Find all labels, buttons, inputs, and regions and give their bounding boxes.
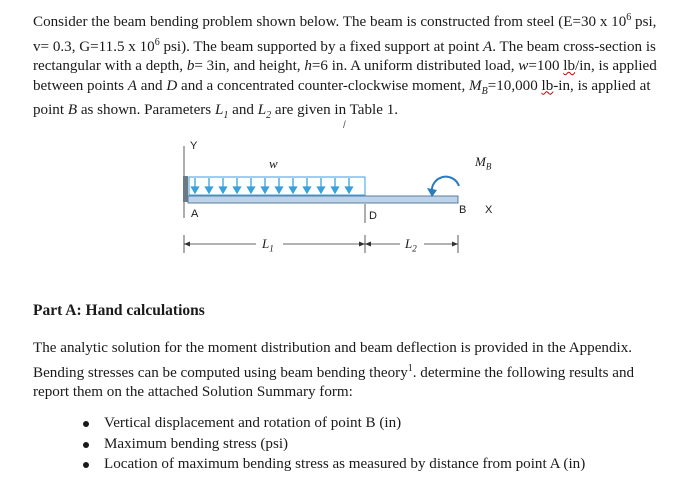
load-arrow [206,178,213,193]
point-a-label: A [191,208,199,220]
exponent: 6 [626,12,632,23]
point-b-label: B [459,204,467,216]
load-arrow [304,178,311,193]
symbol-b: b [186,58,195,74]
intro-text: =100 [528,58,564,74]
subscript: B [481,85,488,97]
dim-l1-sub: 1 [269,243,274,254]
load-arrow [248,178,255,193]
instructions-paragraph [33,339,673,403]
list-item: Location of maximum bending stress as measured by distance from point A (in) [80,454,585,475]
symbol-point-a: A [483,38,493,55]
unit-lb: lb [563,58,576,74]
symbol-h: h [304,58,312,74]
intro-text: -in, is applied at point [33,77,651,119]
dim-l2-sub: 2 [412,243,417,254]
dim-arrowhead [359,242,365,247]
load-arrow [262,178,269,193]
exponent: 6 [154,36,160,48]
symbol-l2: L [257,102,267,119]
intro-text: are given in Table 1. [271,102,399,119]
beam-diagram [170,120,510,266]
dim-arrowhead [184,242,190,247]
intro-text: =10,000 [487,77,542,94]
distributed-load-frame [189,177,365,195]
dim-l2-symbol: L [405,236,413,251]
intro-text: psi). The beam supported by a fixed support at point [159,38,484,55]
symbol-l1: L [214,102,224,119]
dim-arrowhead [452,242,458,247]
part-a-heading: Part A: Hand calculations [33,302,205,319]
load-arrow [290,178,297,193]
intro-text: . The beam cross-section is rectangular with a depth, [33,38,656,74]
symbol-point-b: B [67,102,78,119]
load-arrow [234,178,241,193]
intro-text: psi, v= 0.3, G=11.5 x 10 [33,14,657,55]
load-label-w: w [269,156,278,171]
beam [188,196,458,203]
symbol-point-a: A [127,77,137,94]
intro-text: as shown. Parameters [77,102,215,119]
distributed-load-arrows [192,178,353,193]
intro-text: Consider the beam bending problem shown below. The beam is constructed from steel (E=30 x 10 [33,14,627,30]
intro-paragraph [33,8,673,126]
intro-text: and a concentrated counter-clockwise moment, [177,77,470,94]
intro-text: /in, is applied between points [33,58,657,94]
unit-lb: lb [541,77,554,94]
load-arrow [220,178,227,193]
y-axis-label: Y [190,140,198,152]
symbol-point-d: D [166,77,178,94]
intro-text: and [136,77,167,94]
symbol-mb: M [469,77,482,94]
dim-l2-label [405,236,417,254]
moment-label-m: M [475,154,486,169]
subscript: 1 [223,110,229,122]
intro-text: = 3in, and height, [194,58,305,74]
x-axis-label: X [485,204,493,216]
results-list [80,413,585,475]
symbol-w: w [518,58,529,74]
instructions-text: . determine the following results and report them on the attached Solution Summary form: [33,364,635,400]
load-arrow [332,178,339,193]
moment-label [475,154,491,172]
moment-label-sub: B [485,161,492,172]
list-item: Maximum bending stress (psi) [80,434,585,455]
list-item: Vertical displacement and rotation of point B (in) [80,413,585,434]
intro-text: and [228,102,258,119]
load-arrow [276,178,283,193]
load-arrow [192,178,199,193]
subscript: 2 [266,110,272,122]
beam-diagram-svg [170,136,510,266]
fixed-support [183,176,188,202]
footnote-marker: 1 [407,362,413,374]
instructions-text: The analytic solution for the moment distribution and beam deflection is provided in the Appendix. Bending stresses can be computed using beam bending theory [33,340,633,381]
dim-l1-symbol: L [262,236,270,251]
load-arrow [346,178,353,193]
point-d-label: D [369,210,377,222]
dim-l1-label [262,236,274,254]
load-arrow [318,178,325,193]
stray-mark: / [343,120,346,131]
intro-text: =6 in. A uniform distributed load, [311,58,519,74]
dim-arrowhead [365,242,371,247]
